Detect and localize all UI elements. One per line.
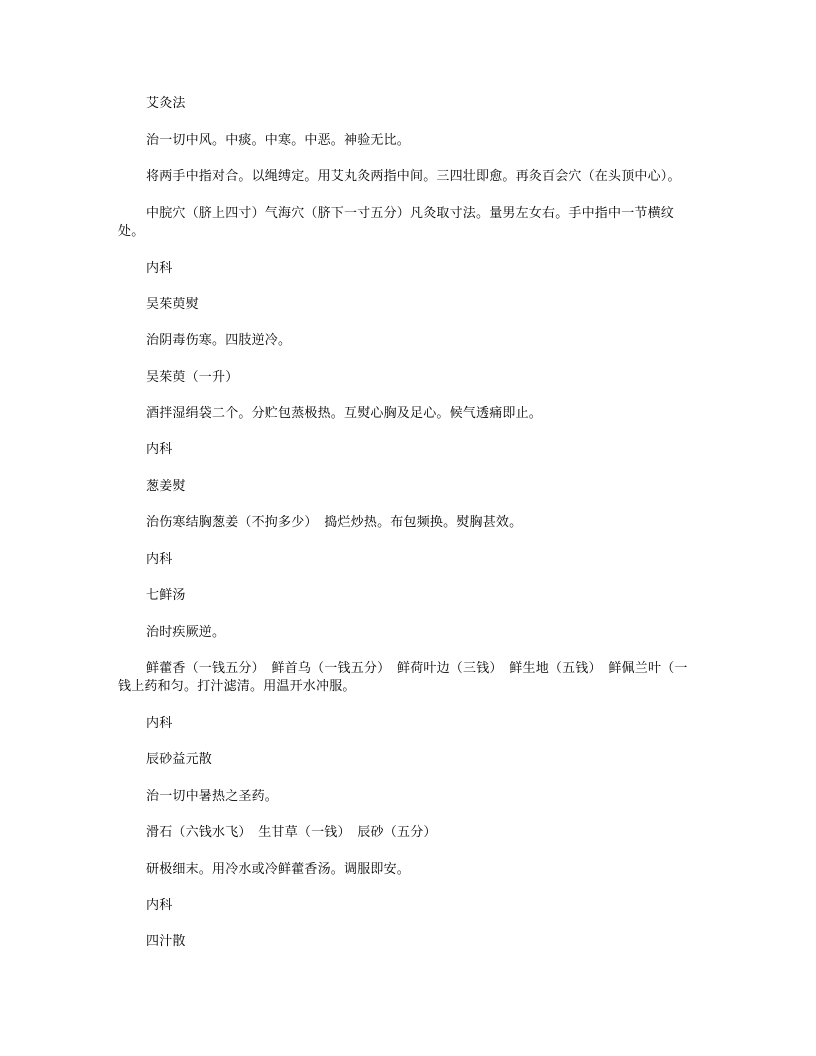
recipe-title: 四汁散 xyxy=(146,934,186,949)
recipe-title: 辰砂益元散 xyxy=(146,752,213,767)
section-heading-moxibustion: 艾灸法 xyxy=(146,96,186,111)
recipe-title: 七鲜汤 xyxy=(146,588,186,603)
category-label: 内科 xyxy=(146,442,173,457)
indication-text: 治一切中风。中痰。中寒。中恶。神验无比。 xyxy=(146,133,411,148)
indication-text: 治伤寒结胸葱姜（不拘多少） 捣烂炒热。布包频换。熨胸甚效。 xyxy=(146,515,523,530)
ingredient-list: 吴茱萸（一升） xyxy=(146,370,239,385)
category-label: 内科 xyxy=(146,898,173,913)
ingredient-list: 滑石（六钱水飞） 生甘草（一钱） 辰砂（五分） xyxy=(146,825,437,840)
acupoint-text: 中脘穴（脐上四寸）气海穴（脐下一寸五分）凡灸取寸法。量男左女右。手中指中一节横纹处。 xyxy=(118,206,675,239)
indication-text: 治阴毒伤寒。四肢逆冷。 xyxy=(146,333,292,348)
recipe-title: 葱姜熨 xyxy=(146,479,186,494)
indication-text: 治时疾厥逆。 xyxy=(146,625,226,640)
method-text: 将两手中指对合。以绳缚定。用艾丸灸两指中间。三四壮即愈。再灸百会穴（在头顶中心）。 xyxy=(146,169,681,184)
ingredient-list: 鲜藿香（一钱五分） 鲜首乌（一钱五分） 鲜荷叶边（三钱） 鲜生地（五钱） 鲜佩兰叶（一钱上药和匀。打汁滤清。用温开水冲服。 xyxy=(118,661,688,694)
method-text: 研极细末。用冷水或冷鲜藿香汤。调服即安。 xyxy=(146,862,411,877)
recipe-title: 吴茱萸熨 xyxy=(146,297,199,312)
method-text: 酒拌湿绢袋二个。分贮包蒸极热。互熨心胸及足心。候气透痛即止。 xyxy=(146,406,543,421)
category-label: 内科 xyxy=(146,716,173,731)
indication-text: 治一切中暑热之圣药。 xyxy=(146,789,279,804)
category-label: 内科 xyxy=(146,552,173,567)
category-label: 内科 xyxy=(146,261,173,276)
